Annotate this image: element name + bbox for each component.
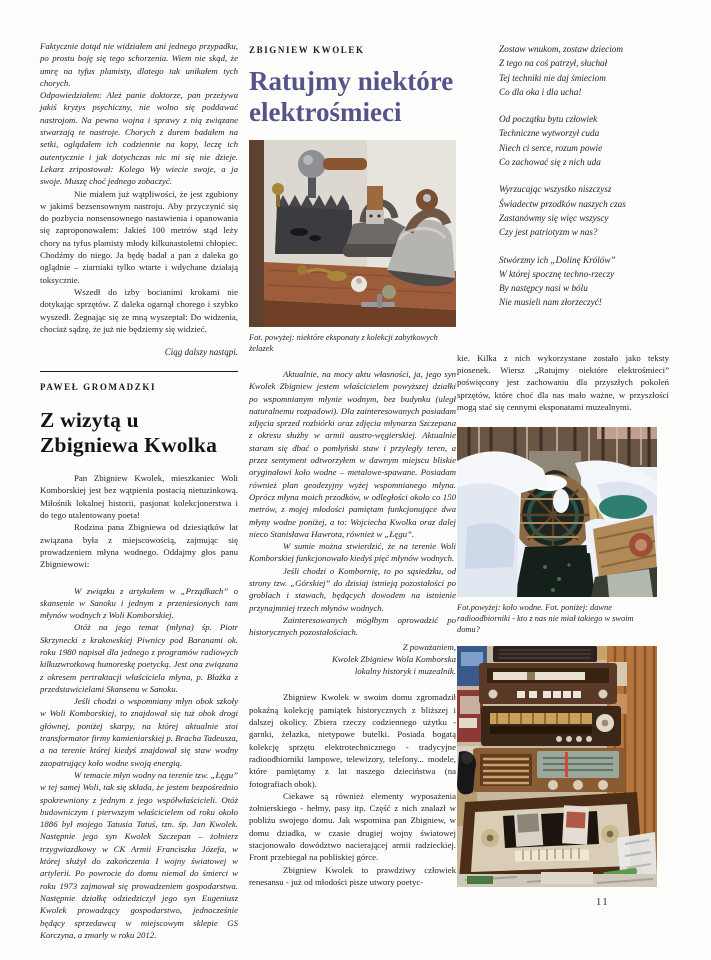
signature-block	[249, 641, 456, 678]
letter-paragraph: Zainteresowanych mógłbym oprowadzić po historycznych pozostałościach.	[249, 614, 456, 638]
radio-top	[493, 646, 597, 662]
poem-line: Co zachować się z nich uda	[499, 157, 601, 168]
middle-column	[249, 40, 456, 888]
poem-line: W której spocznę techno-rzeczy	[499, 268, 615, 279]
letter-paragraph: W sumie można stwierdzić, że na terenie Woli Komborskiej funkcjonowało kiedyś pięć młynów wodnych.	[249, 541, 456, 564]
right-column	[457, 40, 669, 887]
article-title: Z wizytą u Zbigniewa Kwolka	[40, 408, 218, 458]
poem-line: Czy jest patriotyzm w nas?	[499, 227, 598, 238]
section-divider	[40, 371, 238, 372]
poem-line: By następcy nasi w bólu	[499, 283, 588, 294]
body-paragraph: Zbigniew Kwolek to prawdziwy człowiek renesansu - już od młodości pisze utwory poetyc-	[249, 864, 456, 887]
shelf-side-panel	[249, 140, 264, 327]
signature-line: lokalny historyk i muzealnik.	[354, 666, 456, 677]
poem-line: Techniczne wytworzył cuda	[499, 128, 600, 139]
article-paragraph: W związku z artykułem w „Prządkach” o skansenie w Sanoku i jednym z przeniesionych tam młynów wodnych z Woli Komborskiej.	[40, 585, 238, 621]
radio-stack	[457, 646, 643, 880]
poem-stanza	[499, 182, 669, 239]
poem-line: Niech ci serce, rozum powie	[499, 142, 603, 153]
poem-stanza	[499, 253, 669, 310]
signature-line: Kwolek Zbigniew Wola Komborska	[331, 653, 456, 664]
radio-four	[473, 748, 625, 792]
poem-line: Co dla oka i dla ucha!	[499, 86, 582, 97]
poem-line: Od początku bytu człowiek	[499, 114, 598, 125]
article-paragraph: Otóż na jego temat (młyna) śp. Piotr Skrzynecki z krakowskiej Piwnicy pod Baranami ok. roku 1980 napisał dla jednego z programów radiowych kilkuzwrotkową humoreskę poetycką. Jest ona związana z okresem pertraktacji właściciela młyna, p. Błażka z przedstawicielami Skansenu w Sanoku.	[40, 622, 238, 694]
serial-paragraph: Wszedł do izby bocianimi krokami nie dotykając sprzętów. Z daleka ogarnął chorego i szybko wyszedł. Żegnając się ze mną wyszeptał: Do widzenia, chociaż sądzę, że już nie będziemy się widzieć.	[40, 286, 238, 334]
photo-caption-irons: Fot. powyżej: niektóre eksponaty z kolekcji zabytkowych żelazek	[249, 333, 438, 353]
body-paragraph: Zbigniew Kwolek w swoim domu zgromadził pokaźną kolekcję pamiątek historycznych z bliższej i dalszej okolicy. Zbiera rzeczy codziennego użytku - garnki, żelazka, nietypowe butelki. Posiada bogatą kolekcję sprzętu elektrotechnicznego - tradycyjne radioodbiorniki lampowe, telewizory, telefony... modele, które pamiętamy z lat naszego dzieciństwa (na fotografiach obok).	[249, 692, 456, 789]
radio-console	[459, 792, 643, 880]
poem-line: Zastanówmy się więc wszyscy	[499, 212, 609, 223]
article-paragraph: Rodzina pana Zbigniewa od dziesiątków lat związana była z miejscowością, zajmując się prowadzeniem młyna wodnego. Oddajmy głos panu Zbigniewowi:	[40, 522, 238, 570]
signature-line: Z poważaniem,	[402, 641, 456, 652]
poem	[457, 42, 669, 310]
article-paragraph: Jeśli chodzi o wspomniany młyn obok szkoły w Woli Komborskiej, to znajdował się tuż obok drogi głównej, poniżej skarpy, na której aktualnie stoi transformator firmy kamieniarskiej p. Bracha Tadeusza, a na terenie której kiedyś znajdował się staw wodny zaopatrujący koło wodne swoją energią.	[40, 696, 238, 768]
poem-line: Stwórzmy ich „Dolinę Królów”	[499, 254, 616, 265]
photo-watermill	[457, 427, 657, 597]
serial-paragraph: Faktycznie dotąd nie widziałem ani jednego przypadku, po prostu boję się tego schorzenia. Wiem nie skąd, że umrę na tyfus plamisty, dlatego tak unikałem tych chorych.	[40, 41, 238, 88]
serial-article	[40, 40, 238, 357]
poem-line: Zostaw wnukom, zostaw dzieciom	[499, 44, 624, 54]
continuation-note: Ciąg dalszy nastąpi.	[164, 347, 238, 358]
poem-line: Z tego na coś patrzył, słuchał	[499, 58, 608, 69]
serial-paragraph: Nie miałem już wątpliwości, że jest zgubiony w jakimś bezsensownym nastroju. Aby przyczynić się do pozbycia nonsensownego nastawienia i opanowania się zaproponowałem: Jakieś 100 metrów stąd leży chory na tyfus plamisty młody kilkunastoletni chłopiec. Chodźmy do niego. Ja będę badał a pan z daleka go oglądnie – ziarniaki tylko wtarte i wdychane działają toksycznie.	[40, 188, 238, 285]
article-kicker: ZBIGNIEW KWOLEK	[249, 45, 365, 55]
letter-paragraph: Aktualnie, na mocy aktu własności, ja, jego syn Kwolek Zbigniew jestem właścicielem powyższej działki po wspomnianym młynie wodnym, bez budynku (uległ naturalnemu rozpadowi). Dla zainteresowanych posiadam zdjęcia sprzed rozbiórki oraz zdjęcia młynarza Szczepana z okresu służby w armii austro-węgierskiej. Aktualnie staram się dbać o pomłyński staw i przyległy teren, a przez sentyment odtworzyłem w dawnym miejscu bliskie oryginałowi koło wodne – metalowe-spawane. Posiadam również plan geodezyjny wyżej wspomnianego młyna. Oprócz młyna moich przodków, w odległości około co 150 metrów, z mojej młodości pamiętam funkcjonujące dwa młyny wodne poniżej, a to: Wojciecha Kwolka oraz dalej nieco Stanisława Hawrota, również w „Łęgu”.	[249, 369, 456, 539]
serial-paragraph: Odpowiedziałem: Ależ panie doktorze, pan przeżywa jakiś kryzys psychiczny, nie wolno się poddawać nastrojom. Na pewno wojna i sprawy z nią związane stwarzają te nastroje. Chorych z durem badałem na setki, oglądałem ich codziennie na kopy, leczę ich autentycznie i jak dotychczas nic mi się nie dzieje. Lekarz zripostował: Kolego Wy wiecie swoje, a ja swoje. Muszę choć jednego zobaczyć.	[40, 90, 238, 187]
body-paragraph: Ciekawe są również elementy wyposażenia żołnierskiego - hełmy, pasy itp. Część z nich znalazł w pobliżu swojego domu. Jak wspomina pan Zbigniew, w domu dziadka, w czasie drugiej wojny światowej stacjonowało dowództwo nacierającej armii radzieckiej. Front przebiegał na pobliskiej górce.	[249, 790, 456, 863]
article-paragraph: Pan Zbigniew Kwolek, mieszkaniec Woli Komborskiej jest bez wątpienia postacią nietuzinkową. Miłośnik lokalnej historii, pasjonat kolekcjonerstwa i do tego utalentowany poeta!	[40, 473, 238, 521]
telephone-handset	[457, 751, 476, 794]
poem-line: Wyrzucając wszystko niszczysz	[499, 184, 612, 195]
page-number: 11	[596, 897, 610, 908]
author-kicker: PAWEŁ GROMADZKI	[40, 382, 157, 393]
left-column	[40, 40, 238, 941]
poem-line: Świadectw przodków naszych czas	[499, 198, 626, 209]
photo-radios	[457, 646, 657, 887]
photo-irons	[249, 140, 456, 327]
poem-stanza	[499, 42, 669, 99]
article-paragraph: W temacie młyn wodny na terenie tzw. „Łęgu” w tej samej Woli, tak się składa, że jestem bezpośrednio spokrewniony z jednym z jego współwłaścicieli. Otóż budowniczym i pierwszym właścicielem od roku około 1886 był mojego Tatusia Tatuś, tzn. śp. Jan Kwolek. Następnie jego syn Kwolek Szczepan – żołnierz trzygwiazdkowy w CK Armii Franciszka Józefa, w której służył do zakończenia I wojny światowej w artylerii. Po powrocie do domu niemal do śmierci w roku 1973 zajmował się prowadzeniem gospodarstwa. Następnie działkę odziedziczył jego syn Eugeniusz Kwolek prowadzący gospodarstwo, jednocześnie będący sprzedawcą w miejscowym sklepie GS Korczyna, a zmarły w roku 2012.	[40, 769, 238, 940]
poem-stanza	[499, 112, 669, 169]
radio-two	[479, 663, 617, 704]
letter-paragraph: Jeśli chodzi o Kombornię, to po sąsiedzku, od strony tzw. „Górskiej” do dzisiaj istnieją pozostałości po groblach i stawach, będących dowodem na istnienie przynajmniej trzech młynów wodnych.	[249, 565, 456, 613]
mill-stream	[515, 545, 595, 597]
poem-line: Nie musieli nam złorzeczyć!	[499, 297, 602, 308]
continuation-paragraph: kie. Kilka z nich wykorzystane zostało jako teksty piosenek. Wiersz „Ratujmy niektóre elektrośmieci” poświęcony jest zachowaniu dla przyszłych pokoleń sprzętów, które choć dla nas mało ważne, w przyszłości mogą stać się cennymi eksponatami muzealnymi.	[457, 352, 669, 412]
radio-three	[481, 706, 621, 746]
poem-line: Tej techniki nie daj śmieciom	[499, 72, 606, 83]
photo-caption-watermill-radios: Fot.powyżej: koło wodne. Fot. poniżej: dawne radioodbiorniki - kto z nas nie miał takiego w swoim domu?	[457, 603, 634, 635]
feature-title: Ratujmy niektóre elektrośmieci	[249, 66, 454, 127]
